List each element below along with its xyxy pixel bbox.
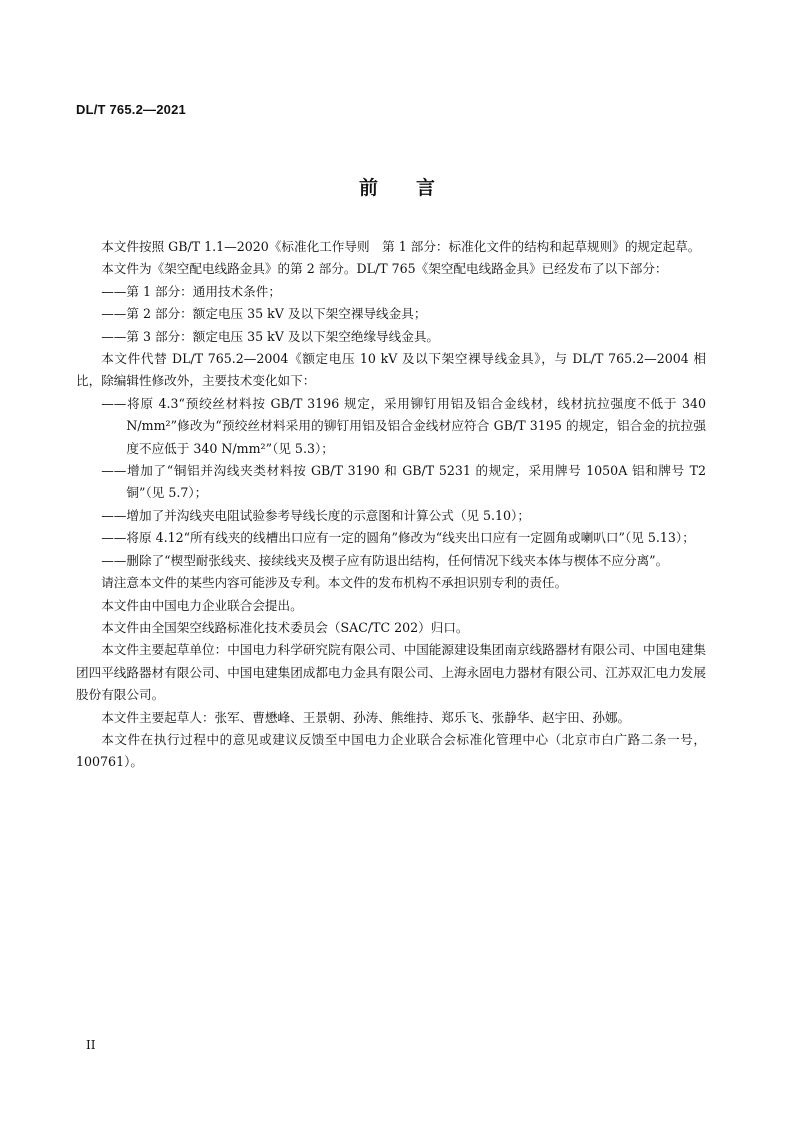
paragraph: 本文件在执行过程中的意见或建议反馈至中国电力企业联合会标准化管理中心（北京市白广路二条一号，100761）。 — [76, 731, 706, 770]
list-item: ——第 3 部分：额定电压 35 kV 及以下架空绝缘导线金具。 — [101, 328, 440, 344]
paragraph: 本文件主要起草单位：中国电力科学研究院有限公司、中国能源建设集团南京线路器材有限公司、中国电建集团四平线路器材有限公司、中国电建集团成都电力金具有限公司、上海永固电力器材有限公司、江苏双汇电力发展股份有限公司。 — [76, 642, 706, 703]
change-item: ——将原 4.3“预绞丝材料按 GB/T 3196 规定，采用铆钉用铝及铝合金线材，线材抗拉强度不低于 340 N/mm²”修改为“预绞丝材料采用的铆钉用铝及铝合金线材应符合 GB/T 3195 的规定，铝合金的抗拉强度不应低于 340 N/mm²”（见 5.3）； — [101, 395, 706, 456]
page-number: II — [86, 1038, 96, 1052]
change-item: ——增加了并沟线夹电阻试验参考导线长度的示意图和计算公式（见 5.10）； — [101, 507, 530, 523]
paragraph: 本文件由中国电力企业联合会提出。 — [101, 597, 303, 613]
page-title — [0, 173, 794, 200]
title-char-1: 前 — [358, 177, 378, 199]
change-item: ——增加了“铜铝并沟线夹类材料按 GB/T 3190 和 GB/T 5231 的规定，采用牌号 1050A 铝和牌号 T2 铜”（见 5.7）； — [101, 463, 706, 501]
paragraph: 请注意本文件的某些内容可能涉及专利。本文件的发布机构不承担识别专利的责任。 — [101, 575, 568, 591]
list-item: ——第 1 部分：通用技术条件； — [101, 283, 281, 299]
title-char-2: 言 — [416, 177, 436, 199]
change-item: ——删除了“楔型耐张线夹、接续线夹及楔子应有防退出结构，任何情况下线夹本体与楔体不应分离”。 — [101, 552, 669, 568]
paragraph: 本文件代替 DL/T 765.2—2004《额定电压 10 kV 及以下架空裸导线金具》，与 DL/T 765.2—2004 相比，除编辑性修改外，主要技术变化如下： — [76, 351, 706, 389]
foreword-body — [76, 236, 706, 774]
change-item: ——将原 4.12“所有线夹的线槽出口应有一定的圆角”修改为“线夹出口应有一定圆角或喇叭口”（见 5.13）； — [101, 530, 695, 546]
paragraph: 本文件主要起草人：张军、曹懋峰、王景朝、孙涛、熊维持、郑乐飞、张静华、赵宇田、孙娜。 — [101, 709, 631, 725]
standard-code: DL/T 765.2—2021 — [76, 102, 186, 117]
paragraph: 本文件按照 GB/T 1.1—2020《标准化工作导则 第 1 部分：标准化文件的结构和起草规则》的规定起草。 — [101, 239, 701, 254]
paragraph: 本文件为《架空配电线路金具》的第 2 部分。DL/T 765《架空配电线路金具》已经发布了以下部分： — [101, 261, 668, 277]
list-item: ——第 2 部分：额定电压 35 kV 及以下架空裸导线金具； — [101, 306, 427, 322]
paragraph: 本文件由全国架空线路标准化技术委员会（SAC/TC 202）归口。 — [101, 619, 469, 635]
